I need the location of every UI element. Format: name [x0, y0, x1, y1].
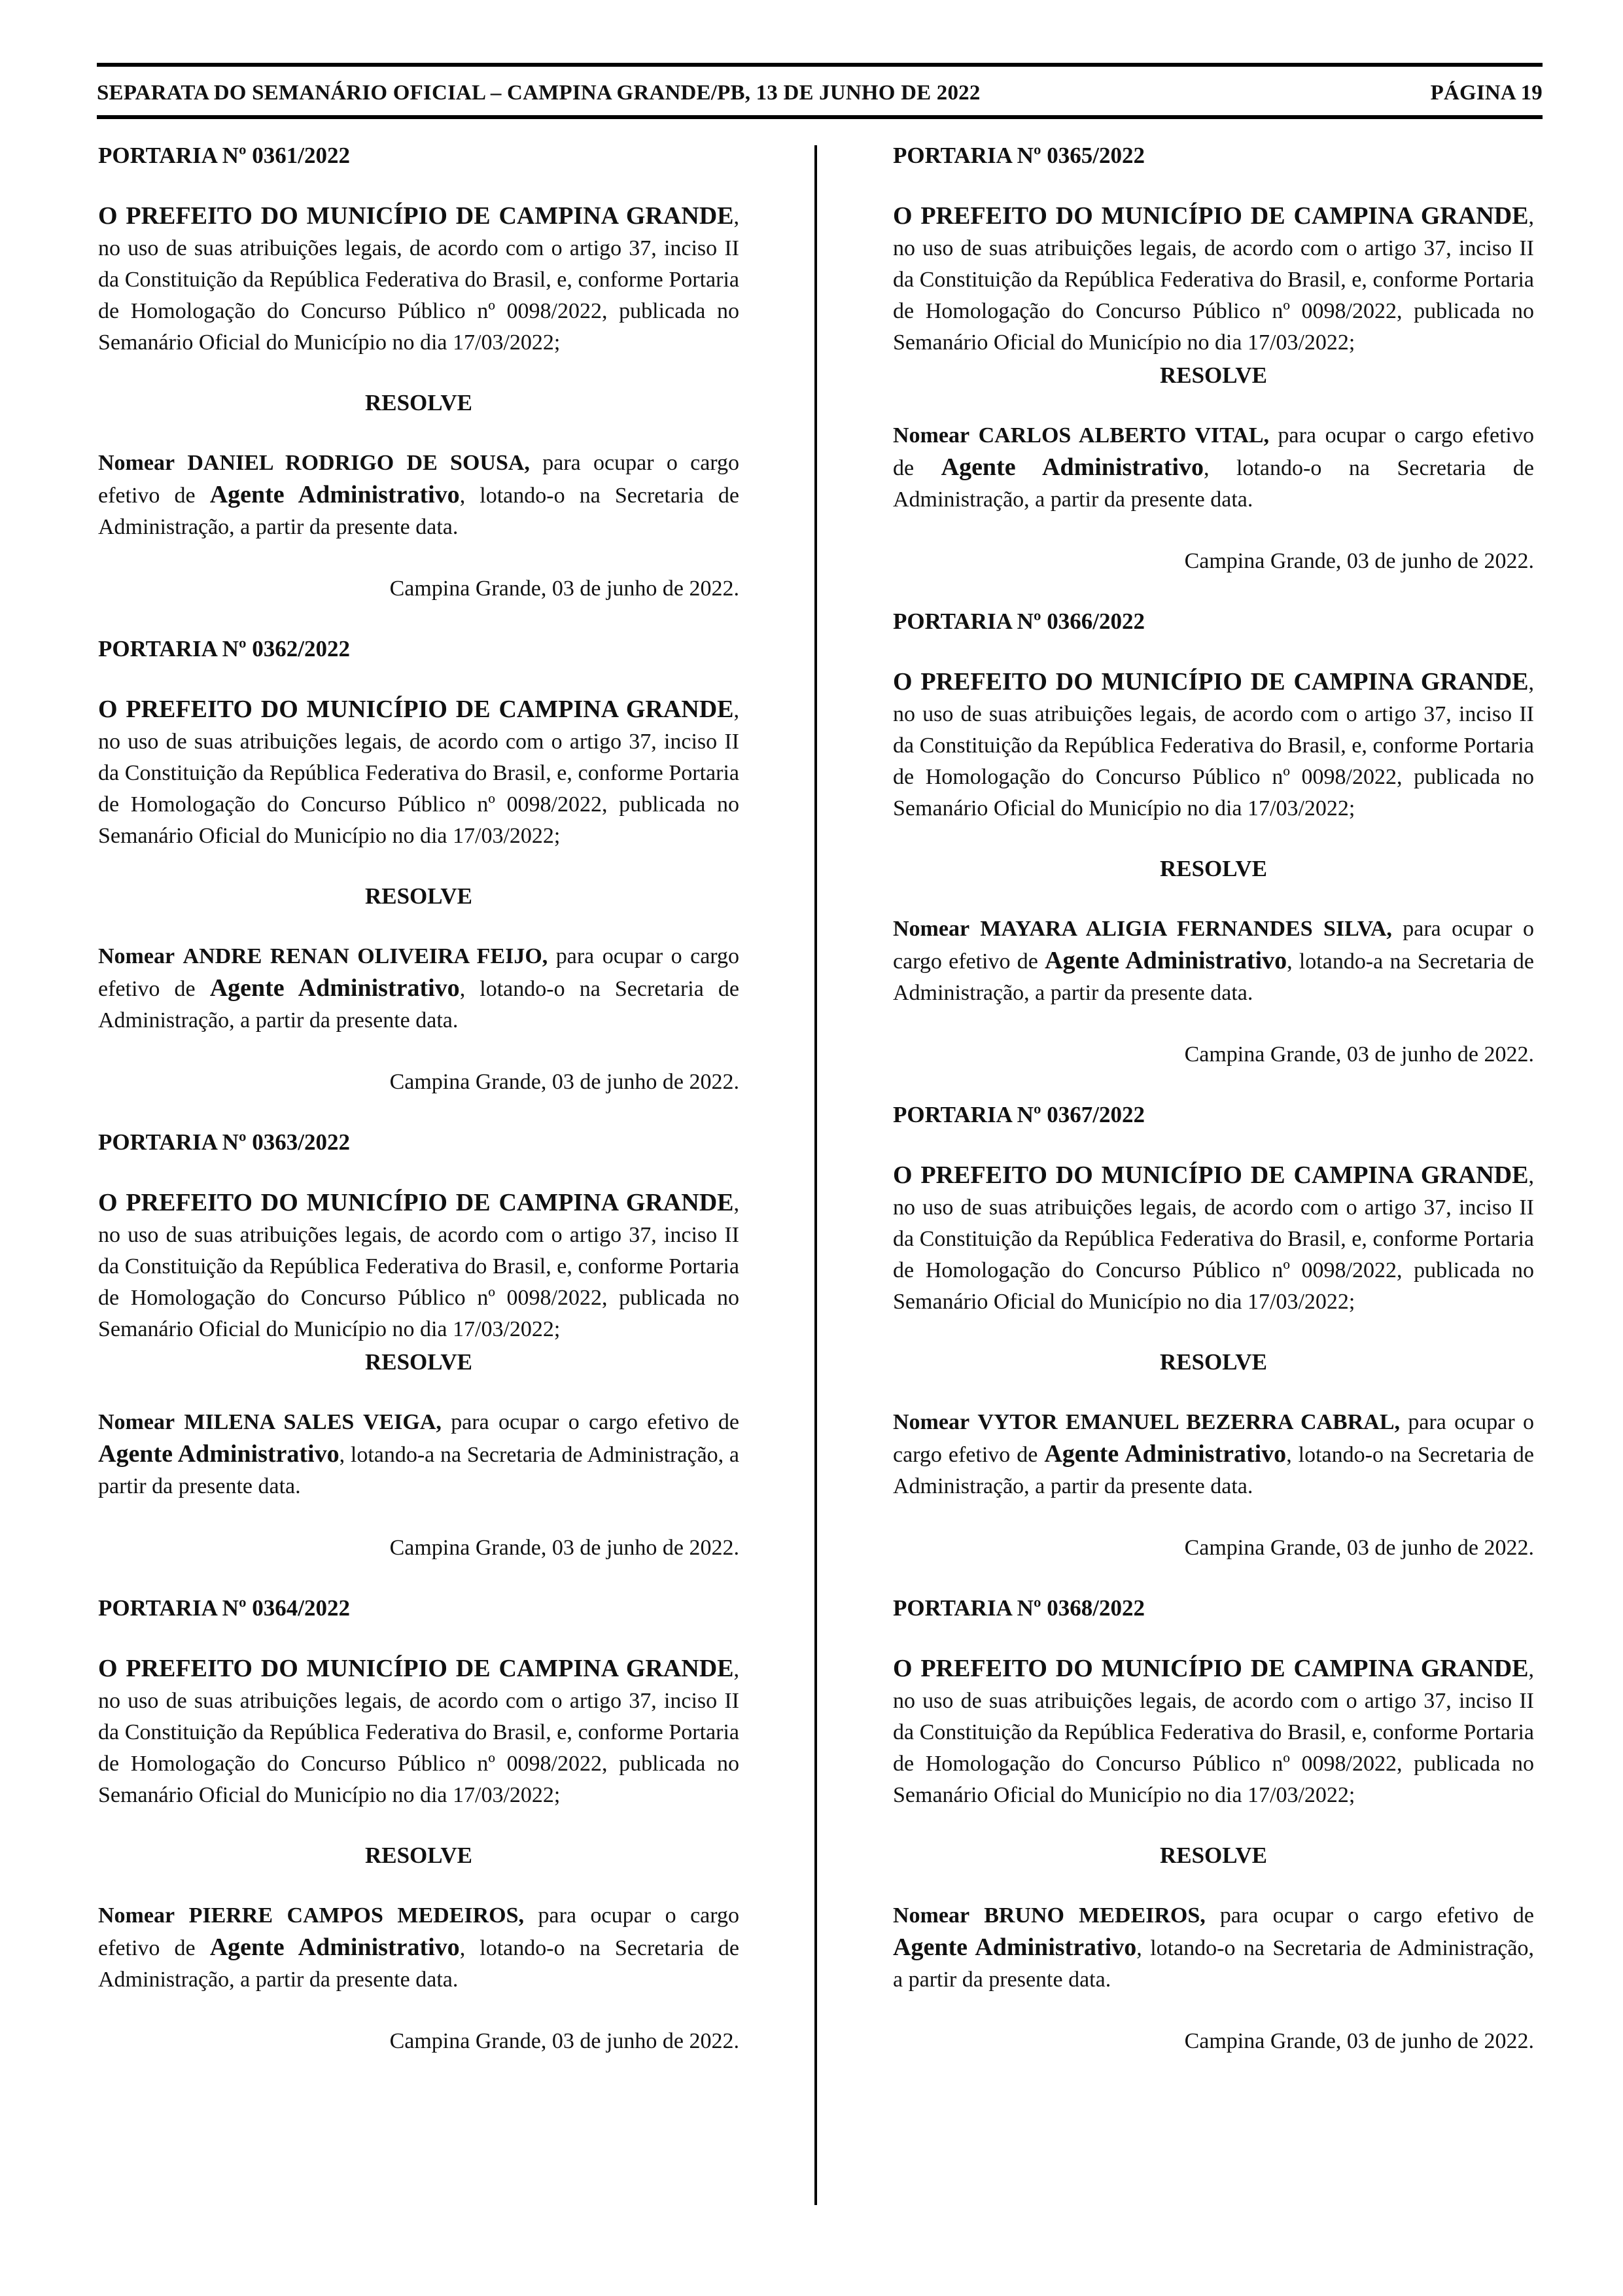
header-publication-title: SEPARATA DO SEMANÁRIO OFICIAL – CAMPINA GRANDE/PB, 13 DE JUNHO DE 2022: [97, 80, 981, 105]
nomear-word: Nomear: [98, 451, 175, 475]
portaria-preamble: [98, 1187, 739, 1345]
body-text-post: , lotando-o na Secretaria de Administração, a partir da presente data.: [98, 1936, 739, 1992]
header-page-number: PÁGINA 19: [1430, 80, 1543, 105]
resolve-heading: RESOLVE: [1159, 1843, 1268, 1868]
preamble-lead: O PREFEITO DO MUNICÍPIO DE CAMPINA GRANDE: [893, 1655, 1529, 1682]
portaria-title: PORTARIA Nº 0365/2022: [893, 143, 1145, 168]
resolve-heading: RESOLVE: [364, 1349, 473, 1375]
preamble-lead: O PREFEITO DO MUNICÍPIO DE CAMPINA GRANDE: [893, 668, 1529, 696]
cargo-name: Agente Administrativo: [209, 481, 460, 508]
appointee-name: DANIEL RODRIGO DE SOUSA,: [187, 451, 530, 475]
header-bottom-rule: [97, 115, 1543, 119]
preamble-text: , no uso de suas atribuições legais, de acordo com o artigo 37, inciso II da Constituição da República Federativa do Brasil, e, conforme Portaria de Homologação do Concurso Público nº 0098/2022, publicada no Semanário Oficial do Município no dia 17/03/2022;: [893, 671, 1534, 821]
portaria-date: Campina Grande, 03 de junho de 2022.: [389, 2029, 739, 2053]
body-text-post: , lotando-o na Secretaria de Administração, a partir da presente data.: [98, 484, 739, 539]
portaria-date: Campina Grande, 03 de junho de 2022.: [1184, 1042, 1534, 1067]
preamble-text: , no uso de suas atribuições legais, de acordo com o artigo 37, inciso II da Constituição da República Federativa do Brasil, e, conforme Portaria de Homologação do Concurso Público nº 0098/2022, publicada no Semanário Oficial do Município no dia 17/03/2022;: [98, 1657, 739, 1807]
body-text-post: , lotando-o na Secretaria de Administração, a partir da presente data.: [893, 456, 1534, 512]
resolve-heading: RESOLVE: [364, 883, 473, 909]
portaria-date: Campina Grande, 03 de junho de 2022.: [389, 576, 739, 601]
portaria-0366: [893, 606, 1534, 1070]
cargo-name: Agente Administrativo: [209, 1934, 460, 1961]
portaria-date: Campina Grande, 03 de junho de 2022.: [1184, 549, 1534, 573]
portaria-body: [893, 913, 1534, 1009]
nomear-word: Nomear: [893, 1903, 970, 1928]
preamble-text: , no uso de suas atribuições legais, de acordo com o artigo 37, inciso II da Constituição da República Federativa do Brasil, e, conforme Portaria de Homologação do Concurso Público nº 0098/2022, publicada no Semanário Oficial do Município no dia 17/03/2022;: [893, 1164, 1534, 1314]
portaria-title: PORTARIA Nº 0361/2022: [98, 143, 350, 168]
nomear-word: Nomear: [98, 944, 175, 968]
portaria-date: Campina Grande, 03 de junho de 2022.: [1184, 1536, 1534, 1560]
portaria-title: PORTARIA Nº 0366/2022: [893, 609, 1145, 634]
portaria-title: PORTARIA Nº 0363/2022: [98, 1129, 350, 1155]
portaria-body: [893, 420, 1534, 516]
preamble-lead: O PREFEITO DO MUNICÍPIO DE CAMPINA GRANDE: [893, 1161, 1529, 1189]
body-text-post: , lotando-a na Secretaria de Administração, a partir da presente data.: [893, 949, 1534, 1005]
portaria-date: Campina Grande, 03 de junho de 2022.: [389, 1070, 739, 1094]
body-text-pre: para ocupar o cargo efetivo de: [893, 1410, 1534, 1467]
preamble-lead: O PREFEITO DO MUNICÍPIO DE CAMPINA GRANDE: [893, 202, 1529, 230]
preamble-text: , no uso de suas atribuições legais, de acordo com o artigo 37, inciso II da Constituição da República Federativa do Brasil, e, conforme Portaria de Homologação do Concurso Público nº 0098/2022, publicada no Semanário Oficial do Município no dia 17/03/2022;: [98, 205, 739, 355]
preamble-text: , no uso de suas atribuições legais, de acordo com o artigo 37, inciso II da Constituição da República Federativa do Brasil, e, conforme Portaria de Homologação do Concurso Público nº 0098/2022, publicada no Semanário Oficial do Município no dia 17/03/2022;: [98, 698, 739, 848]
resolve-heading: RESOLVE: [1159, 1349, 1268, 1375]
portaria-body: [98, 1407, 739, 1502]
portaria-preamble: [98, 200, 739, 359]
cargo-name: Agente Administrativo: [941, 453, 1204, 481]
portaria-body: [893, 1900, 1534, 1996]
header-top-rule: [97, 63, 1543, 67]
preamble-text: , no uso de suas atribuições legais, de acordo com o artigo 37, inciso II da Constituição da República Federativa do Brasil, e, conforme Portaria de Homologação do Concurso Público nº 0098/2022, publicada no Semanário Oficial do Município no dia 17/03/2022;: [98, 1192, 739, 1341]
portaria-body: [98, 1900, 739, 1996]
page-header: [97, 73, 1543, 113]
body-text-pre: para ocupar o cargo efetivo de: [893, 423, 1534, 480]
right-column: [893, 140, 1534, 2086]
resolve-heading: RESOLVE: [364, 390, 473, 415]
body-text-pre: para ocupar o cargo efetivo de: [441, 1410, 740, 1434]
portaria-preamble: [893, 666, 1534, 824]
body-text-post: , lotando-o na Secretaria de Administração, a partir da presente data.: [893, 1443, 1534, 1498]
portaria-0365: [893, 140, 1534, 577]
portaria-0364: [98, 1593, 739, 2057]
resolve-heading: RESOLVE: [364, 1843, 473, 1868]
preamble-lead: O PREFEITO DO MUNICÍPIO DE CAMPINA GRANDE: [98, 696, 734, 723]
body-text-post: , lotando-o na Secretaria de Administração, a partir da presente data.: [893, 1936, 1534, 1992]
nomear-word: Nomear: [893, 1410, 970, 1434]
appointee-name: PIERRE CAMPOS MEDEIROS,: [188, 1903, 525, 1928]
portaria-title: PORTARIA Nº 0362/2022: [98, 636, 350, 662]
appointee-name: VYTOR EMANUEL BEZERRA CABRAL,: [977, 1410, 1401, 1434]
cargo-name: Agente Administrativo: [1044, 1440, 1287, 1468]
body-text-pre: para ocupar o cargo efetivo de: [1205, 1903, 1534, 1928]
body-text-pre: para ocupar o cargo efetivo de: [98, 944, 739, 1001]
portaria-0367: [893, 1099, 1534, 1564]
body-text-post: , lotando-o na Secretaria de Administração, a partir da presente data.: [98, 977, 739, 1033]
left-column: [98, 140, 739, 2086]
preamble-lead: O PREFEITO DO MUNICÍPIO DE CAMPINA GRANDE: [98, 1655, 734, 1682]
appointee-name: BRUNO MEDEIROS,: [984, 1903, 1206, 1928]
body-text-pre: para ocupar o cargo efetivo de: [98, 1903, 739, 1960]
portaria-0368: [893, 1593, 1534, 2057]
appointee-name: ANDRE RENAN OLIVEIRA FEIJO,: [183, 944, 548, 968]
portaria-preamble: [98, 1653, 739, 1811]
cargo-name: Agente Administrativo: [98, 1440, 340, 1468]
portaria-preamble: [98, 694, 739, 852]
nomear-word: Nomear: [893, 917, 970, 941]
portaria-date: Campina Grande, 03 de junho de 2022.: [1184, 2029, 1534, 2053]
body-text-post: , lotando-a na Secretaria de Administração, a partir da presente data.: [98, 1443, 739, 1498]
cargo-name: Agente Administrativo: [209, 974, 460, 1002]
cargo-name: Agente Administrativo: [1045, 947, 1287, 974]
portaria-body: [98, 941, 739, 1036]
preamble-lead: O PREFEITO DO MUNICÍPIO DE CAMPINA GRANDE: [98, 202, 734, 230]
preamble-text: , no uso de suas atribuições legais, de acordo com o artigo 37, inciso II da Constituição da República Federativa do Brasil, e, conforme Portaria de Homologação do Concurso Público nº 0098/2022, publicada no Semanário Oficial do Município no dia 17/03/2022;: [893, 1657, 1534, 1807]
portaria-date: Campina Grande, 03 de junho de 2022.: [389, 1536, 739, 1560]
portaria-0362: [98, 633, 739, 1098]
column-divider: [814, 145, 817, 2205]
portaria-0363: [98, 1127, 739, 1564]
portaria-title: PORTARIA Nº 0364/2022: [98, 1595, 350, 1621]
portaria-preamble: [893, 1653, 1534, 1811]
appointee-name: MILENA SALES VEIGA,: [184, 1410, 442, 1434]
portaria-title: PORTARIA Nº 0368/2022: [893, 1595, 1145, 1621]
preamble-lead: O PREFEITO DO MUNICÍPIO DE CAMPINA GRANDE: [98, 1189, 734, 1216]
resolve-heading: RESOLVE: [1159, 856, 1268, 881]
nomear-word: Nomear: [893, 423, 970, 448]
resolve-heading: RESOLVE: [1159, 362, 1268, 388]
portaria-preamble: [893, 200, 1534, 359]
appointee-name: CARLOS ALBERTO VITAL,: [978, 423, 1270, 448]
portaria-preamble: [893, 1159, 1534, 1318]
body-text-pre: para ocupar o cargo efetivo de: [98, 451, 739, 508]
portaria-title: PORTARIA Nº 0367/2022: [893, 1102, 1145, 1127]
nomear-word: Nomear: [98, 1410, 175, 1434]
nomear-word: Nomear: [98, 1903, 175, 1928]
portaria-body: [893, 1407, 1534, 1502]
body-text-pre: para ocupar o cargo efetivo de: [893, 917, 1534, 974]
portaria-body: [98, 448, 739, 543]
cargo-name: Agente Administrativo: [893, 1934, 1137, 1961]
portaria-0361: [98, 140, 739, 605]
appointee-name: MAYARA ALIGIA FERNANDES SILVA,: [980, 917, 1392, 941]
preamble-text: , no uso de suas atribuições legais, de acordo com o artigo 37, inciso II da Constituição da República Federativa do Brasil, e, conforme Portaria de Homologação do Concurso Público nº 0098/2022, publicada no Semanário Oficial do Município no dia 17/03/2022;: [893, 205, 1534, 355]
